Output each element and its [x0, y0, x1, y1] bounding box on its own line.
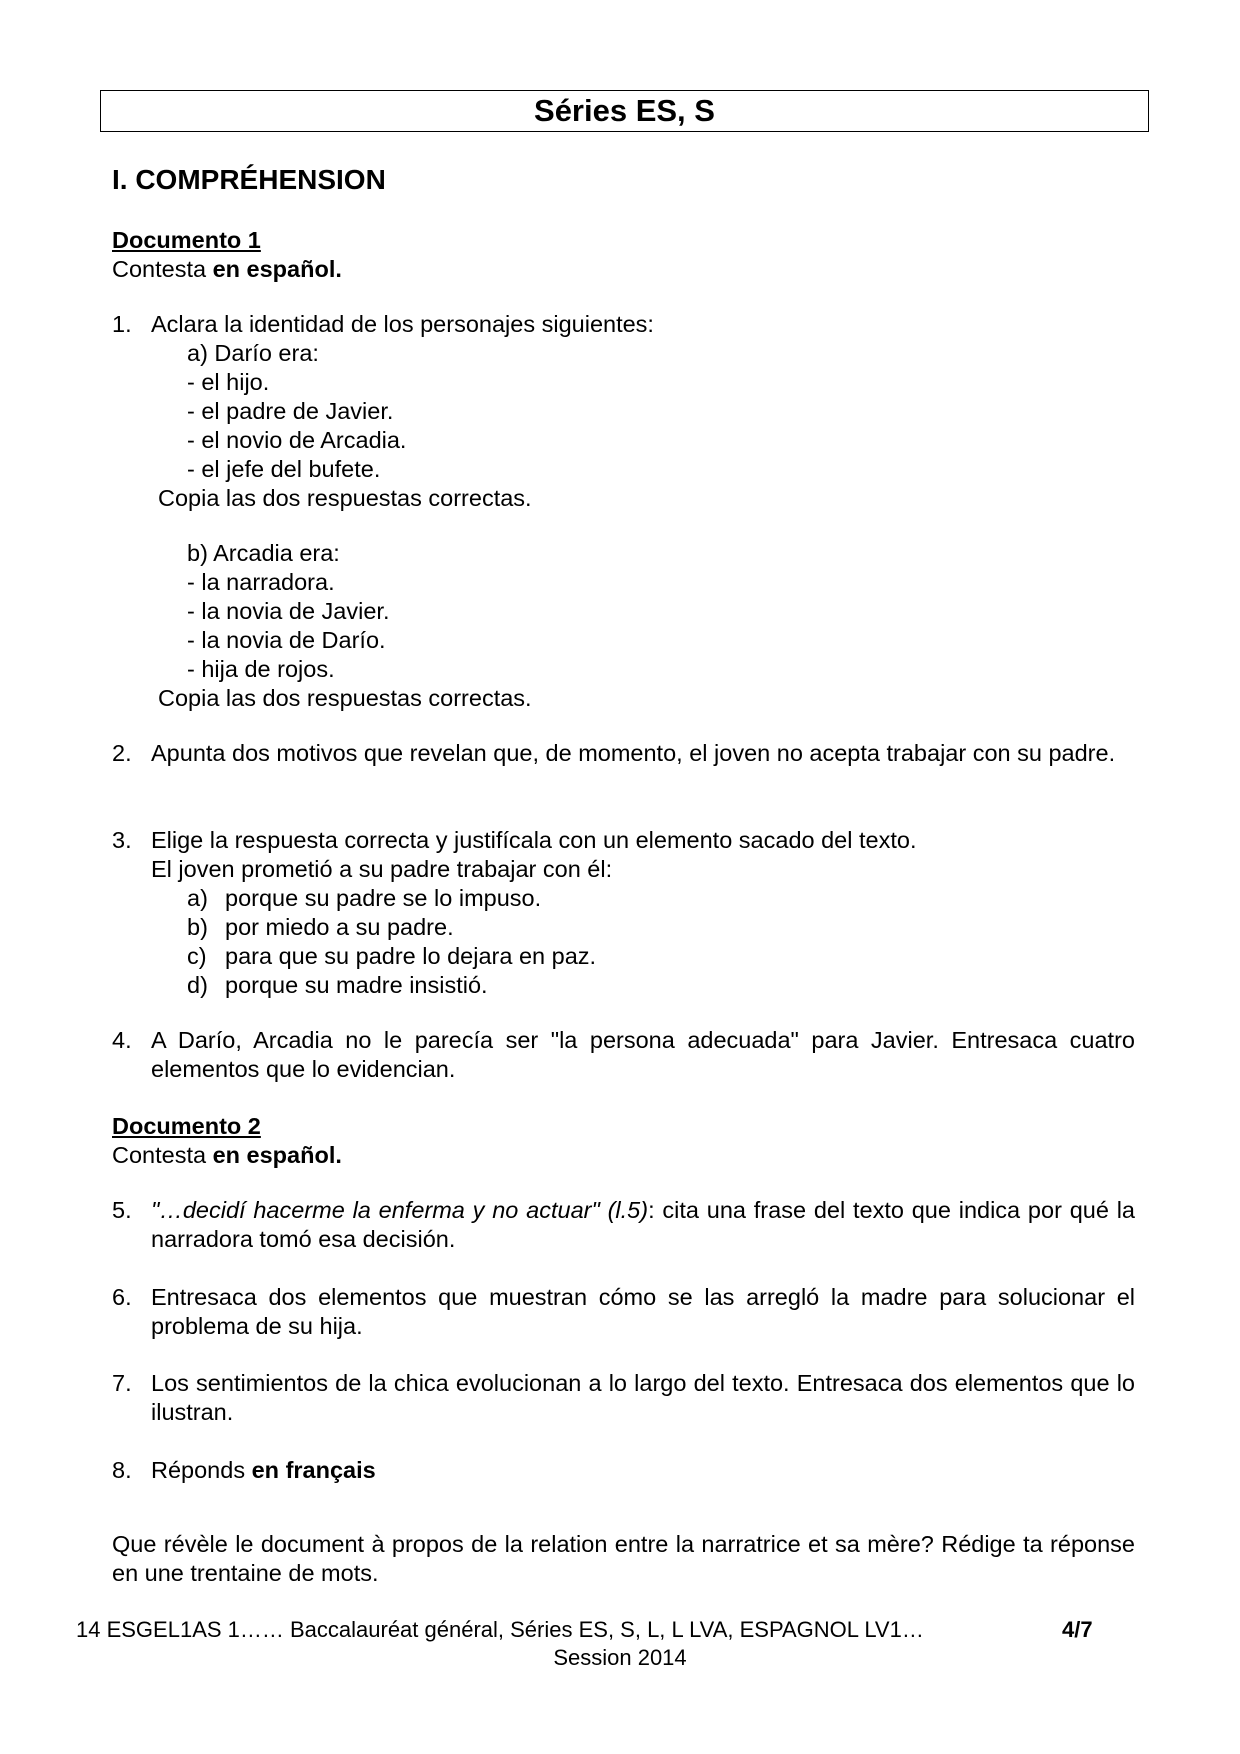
- q8-text: [151, 1456, 1135, 1485]
- q5-text: [151, 1196, 1135, 1254]
- q3-option-label: c): [187, 943, 207, 969]
- q5-number: 5.: [112, 1197, 132, 1223]
- q3-line2: El joven prometió a su padre trabajar con él:: [151, 856, 613, 882]
- q3-option-label: b): [187, 914, 208, 940]
- q3-option-label: d): [187, 972, 208, 998]
- q1-a-option: - el hijo.: [187, 369, 270, 395]
- doc1-instruction-bold: en español.: [212, 256, 342, 282]
- q1-text: Aclara la identidad de los personajes siguientes:: [151, 311, 654, 337]
- q8-bold: en français: [251, 1457, 376, 1483]
- q1-number: 1.: [112, 311, 132, 337]
- doc1-instruction-plain: Contesta: [112, 256, 213, 282]
- q6-number: 6.: [112, 1284, 132, 1310]
- q1-b-option: - la novia de Darío.: [187, 627, 386, 653]
- q3-option: [187, 913, 454, 942]
- q1-b-copy: Copia las dos respuestas correctas.: [158, 685, 532, 711]
- doc1-instruction: [112, 255, 342, 284]
- section-title: I. COMPRÉHENSION: [112, 164, 386, 195]
- q1-a-label: a) Darío era:: [187, 340, 319, 366]
- doc2-instruction-plain: Contesta: [112, 1142, 213, 1168]
- q3-option-label: a): [187, 885, 208, 911]
- q7-text: Los sentimientos de la chica evolucionan a lo largo del texto. Entresaca dos elementos que lo ilustran.: [151, 1370, 1135, 1425]
- q5-quote: "…decidí hacerme la enferma y no actuar" (l.5): [151, 1197, 649, 1223]
- q4-text: A Darío, Arcadia no le parecía ser "la persona adecuada" para Javier. Entresaca cuatro elementos que lo evidencian.: [151, 1027, 1135, 1082]
- q2-text: Apunta dos motivos que revelan que, de momento, el joven no acepta trabajar con su padre.: [151, 740, 1116, 766]
- footer-session: Session 2014: [553, 1645, 687, 1670]
- footer-reference: 14 ESGEL1AS 1…… Baccalauréat général, Séries ES, S, L, L LVA, ESPAGNOL LV1…: [76, 1617, 924, 1642]
- header-box: [100, 90, 1149, 132]
- q3-option-text: porque su padre se lo impuso.: [225, 885, 542, 911]
- q6-text: Entresaca dos elementos que muestran cómo se las arregló la madre para solucionar el problema de su hija.: [151, 1284, 1135, 1339]
- q1-b-option: - la novia de Javier.: [187, 598, 390, 624]
- page-number: 4/7: [1062, 1617, 1093, 1642]
- doc2-instruction: [112, 1141, 342, 1170]
- doc2-heading-text: Documento 2: [112, 1113, 261, 1139]
- q1-b-option: - la narradora.: [187, 569, 335, 595]
- q1-a-option: - el jefe del bufete.: [187, 456, 381, 482]
- doc1-heading-text: Documento 1: [112, 227, 261, 253]
- q1-b-label: b) Arcadia era:: [187, 540, 340, 566]
- q1-a-option: - el padre de Javier.: [187, 398, 394, 424]
- q1-a-option: - el novio de Arcadia.: [187, 427, 407, 453]
- q3-option-text: porque su madre insistió.: [225, 972, 488, 998]
- q3-line1: Elige la respuesta correcta y justifícala con un elemento sacado del texto.: [151, 827, 917, 853]
- q1-a-copy: Copia las dos respuestas correctas.: [158, 485, 532, 511]
- q3-option: [187, 942, 596, 971]
- q3-option: [187, 971, 488, 1000]
- q1-b-option: - hija de rojos.: [187, 656, 335, 682]
- q8-number: 8.: [112, 1457, 132, 1483]
- q4-number: 4.: [112, 1027, 132, 1053]
- q3-option-text: por miedo a su padre.: [225, 914, 454, 940]
- q3-number: 3.: [112, 827, 132, 853]
- q5-rest: : cita una frase del texto que indica por qué la narradora tomó esa decisión.: [151, 1197, 1135, 1252]
- q3-option-text: para que su padre lo dejara en paz.: [225, 943, 597, 969]
- final-question: Que révèle le document à propos de la relation entre la narratrice et sa mère? Rédige ta réponse en une trentaine de mots.: [112, 1531, 1135, 1586]
- q2-number: 2.: [112, 740, 132, 766]
- doc1-heading: [112, 226, 261, 255]
- q8-plain: Réponds: [151, 1457, 252, 1483]
- page-title: Séries ES, S: [534, 93, 715, 128]
- q7-number: 7.: [112, 1370, 132, 1396]
- doc2-heading: [112, 1112, 261, 1141]
- q3-option: [187, 884, 541, 913]
- doc2-instruction-bold: en español.: [212, 1142, 342, 1168]
